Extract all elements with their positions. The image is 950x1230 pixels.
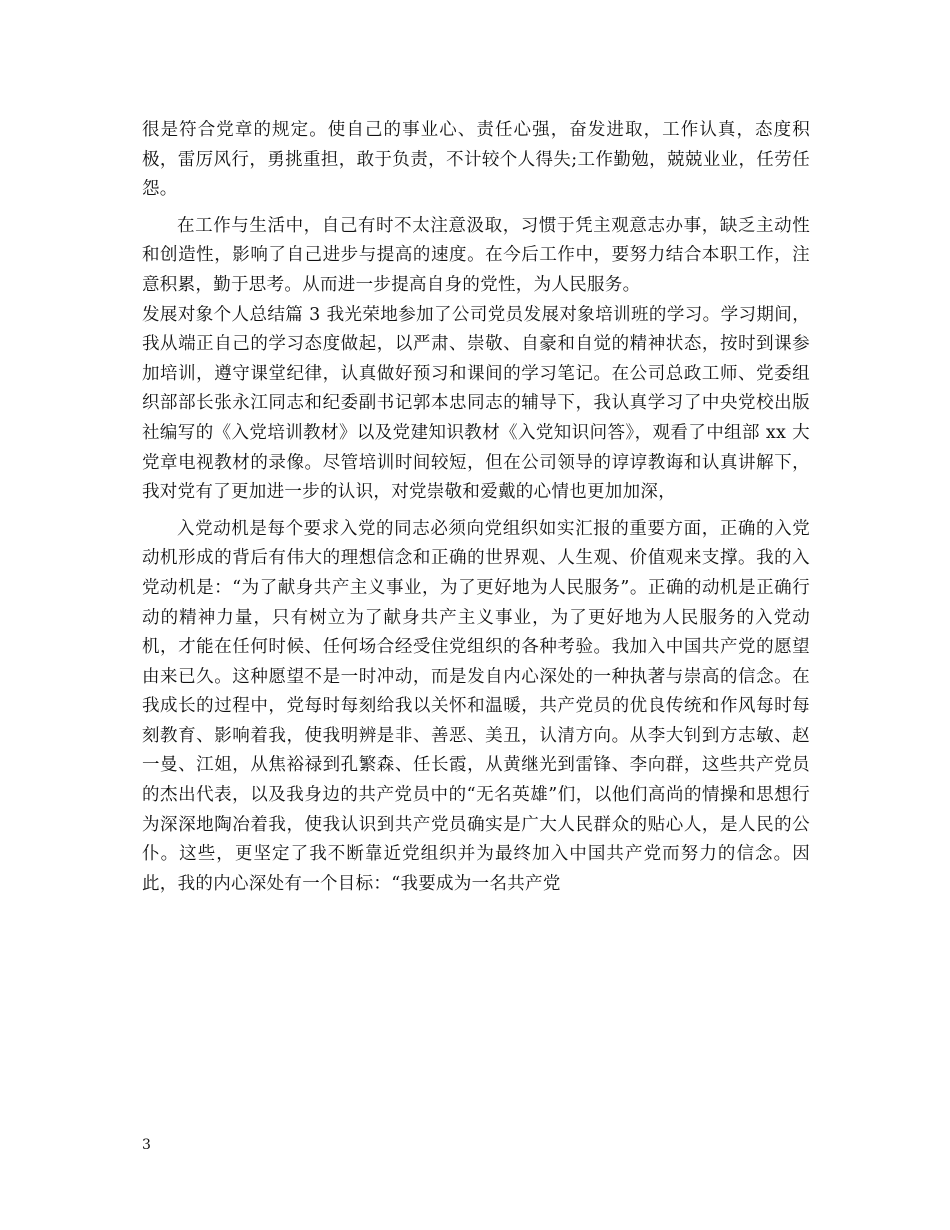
section-heading: 发展对象个人总结篇 3 — [142, 304, 321, 325]
paragraph-2: 在工作与生活中，自己有时不太注意汲取，习惯于凭主观意志办事，缺乏主动性和创造性，影响了自己进步与提高的速度。在今后工作中，要努力结合本职工作，注意积累，勤于思考。从而进一步提高自身的党性，为人民服务。 — [142, 215, 810, 295]
document-body — [142, 116, 810, 899]
page-number: 3 — [142, 1137, 151, 1153]
paragraph-3-text: 我光荣地参加了公司党员发展对象培训班的学习。学习期间，我从端正自己的学习态度做起，以严肃、崇敬、自豪和自觉的精神状态，按时到课参加培训，遵守课堂纪律，认真做好预习和课间的学习笔记。在公司总政工师、党委组织部部长张永江同志和纪委副书记郭本忠同志的辅导下，我认真学习了中央党校出版社编写的《入党培训教材》以及党建知识教材《入党知识问答》，观看了中组部 xx 大党章电视教材的录像。尽管培训时间较短，但在公司领导的谆谆教诲和认真讲解下，我对党有了更加进一步的认识，对党崇敬和爱戴的心情也更加加深， — [142, 304, 810, 503]
paragraph-3 — [142, 301, 810, 508]
paragraph-4: 入党动机是每个要求入党的同志必须向党组织如实汇报的重要方面，正确的入党动机形成的背后有伟大的理想信念和正确的世界观、人生观、价值观来支撑。我的入党动机是：“为了献身共产主义事业，为了更好地为人民服务”。正确的动机是正确行动的精神力量，只有树立为了献身共产主义事业，为了更好地为人民服务的入党动机，才能在任何时候、任何场合经受住党组织的各种考验。我加入中国共产党的愿望由来已久。这种愿望不是一时冲动，而是发自内心深处的一种执著与崇高的信念。在我成长的过程中，党每时每刻给我以关怀和温暖，共产党员的优良传统和作风每时每刻教育、影响着我，使我明辨是非、善恶、美丑，认清方向。从李大钊到方志敏、赵一曼、江姐，从焦裕禄到孔繁森、任长霞，从黄继光到雷锋、李向群，这些共产党员的杰出代表，以及我身边的共产党员中的“无名英雄”们，以他们高尚的情操和思想行为深深地陶冶着我，使我认识到共产党员确实是广大人民群众的贴心人，是人民的公仆。这些，更坚定了我不断靠近党组织并为最终加入中国共产党而努力的信念。因此，我的内心深处有一个目标：“我要成为一名共产党 — [142, 518, 810, 894]
paragraph-1: 很是符合党章的规定。使自己的事业心、责任心强，奋发进取，工作认真，态度积极，雷厉风行，勇挑重担，敢于负责，不计较个人得失;工作勤勉，兢兢业业，任劳任怨。 — [142, 120, 810, 200]
